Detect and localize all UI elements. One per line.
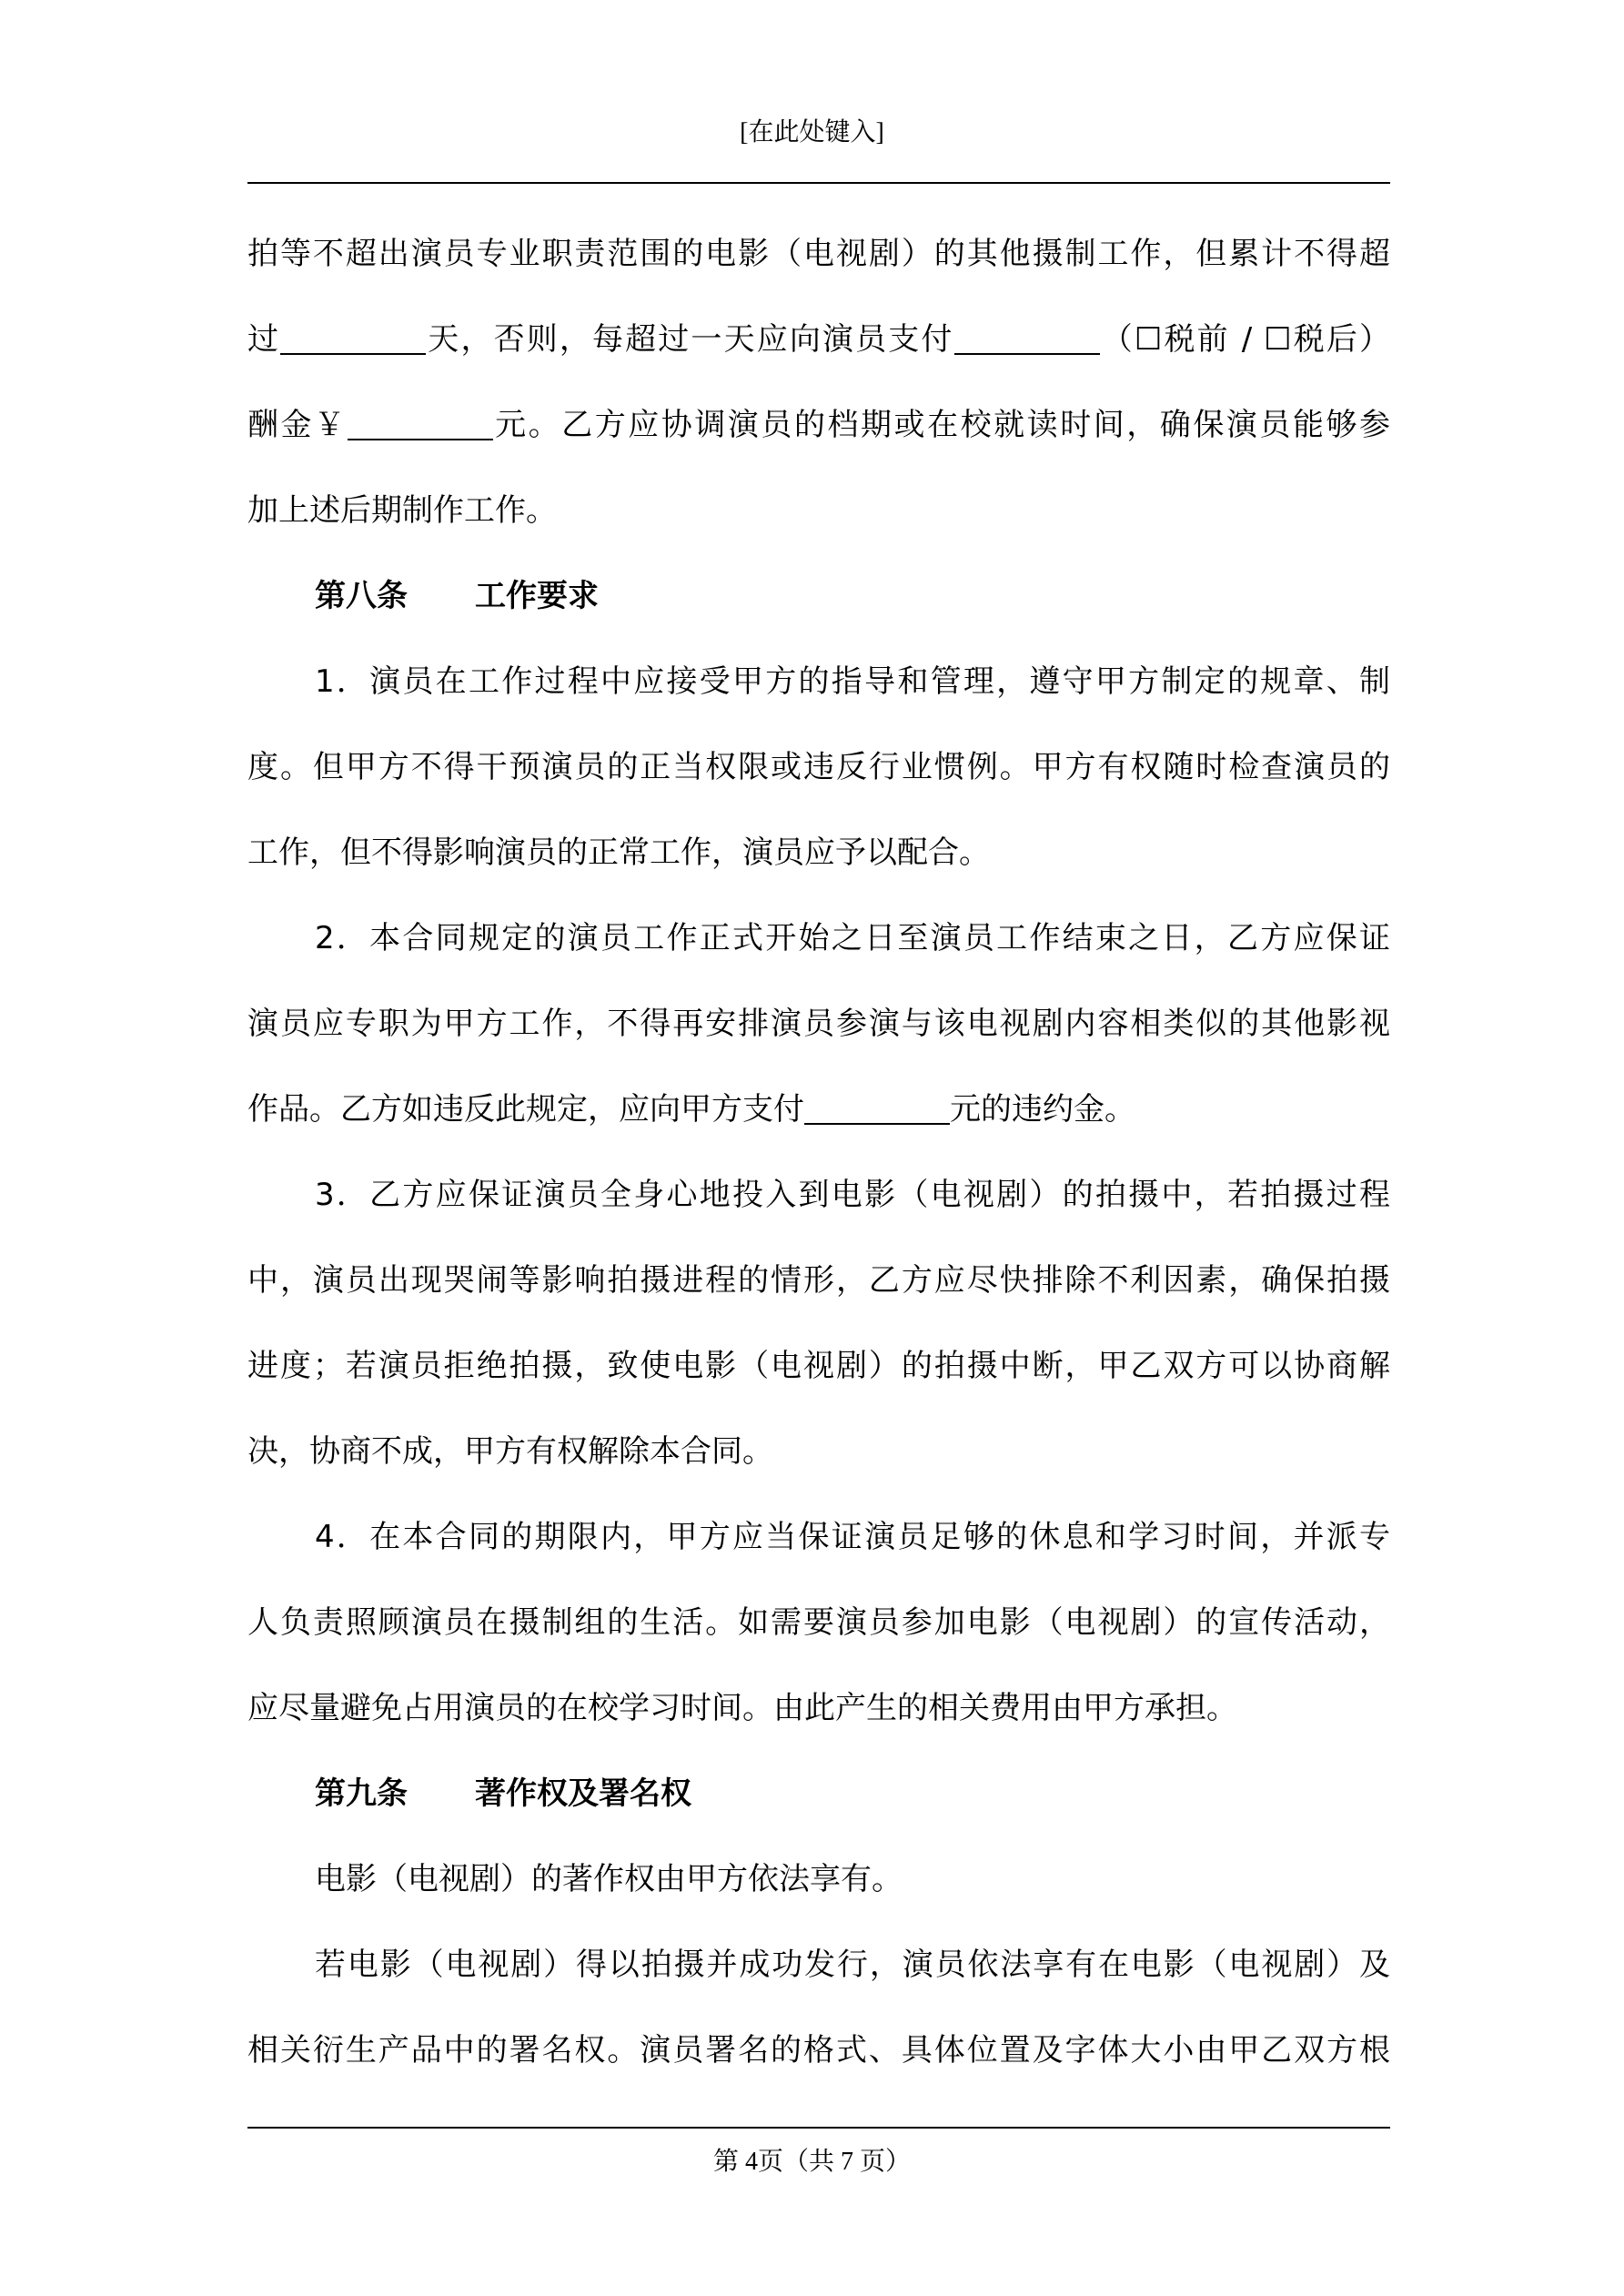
text-fragment: 天，否则，每超过一天应向演员支付 bbox=[426, 321, 954, 358]
page-footer: 第 4页（共 7 页） bbox=[712, 2148, 911, 2176]
page-header: [在此处键入] bbox=[740, 118, 884, 147]
text-line: 决，协商不成，甲方有权解除本合同。 bbox=[247, 1433, 773, 1470]
text-line: 4．在本合同的期限内，甲方应当保证演员足够的休息和学习时间，并派专 bbox=[315, 1519, 1390, 1555]
text-line: 2．本合同规定的演员工作正式开始之日至演员工作结束之日，乙方应保证 bbox=[315, 920, 1390, 956]
article-title: 著作权及署名权 bbox=[475, 1775, 691, 1812]
text-line: 进度；若演员拒绝拍摄，致使电影（电视剧）的拍摄中断，甲乙双方可以协商解 bbox=[247, 1348, 1390, 1384]
text-fragment: 元。乙方应协调演员的档期或在校就读时间，确保演员能够参 bbox=[492, 407, 1391, 443]
text-line: 相关衍生产品中的署名权。演员署名的格式、具体位置及字体大小由甲乙双方根 bbox=[247, 2032, 1390, 2068]
text-line: 拍等不超出演员专业职责范围的电影（电视剧）的其他摄制工作，但累计不得超 bbox=[247, 236, 1390, 272]
article-number: 第九条 bbox=[315, 1775, 408, 1812]
text-line bbox=[247, 1067, 1390, 1152]
text-fragment: （☐税前 / ☐税后） bbox=[1099, 321, 1391, 358]
text-line: 人负责照顾演员在摄制组的生活。如需要演员参加电影（电视剧）的宣传活动， bbox=[247, 1604, 1390, 1641]
fill-in-blank bbox=[280, 322, 426, 355]
text-fragment: 过 bbox=[247, 321, 281, 358]
text-line: 演员应专职为甲方工作，不得再安排演员参演与该电视剧内容相类似的其他影视 bbox=[247, 1006, 1390, 1042]
text-line: 中，演员出现哭闹等影响拍摄进程的情形，乙方应尽快排除不利因素，确保拍摄 bbox=[247, 1262, 1390, 1299]
text-fragment: 元的违约金。 bbox=[950, 1091, 1135, 1128]
text-line: 应尽量避免占用演员的在校学习时间。由此产生的相关费用由甲方承担。 bbox=[247, 1690, 1237, 1726]
text-line: 电影（电视剧）的著作权由甲方依法享有。 bbox=[315, 1861, 903, 1897]
section-heading-article-9 bbox=[247, 1751, 1390, 1836]
fill-in-blank bbox=[348, 408, 493, 440]
text-line: 度。但甲方不得干预演员的正当权限或违反行业惯例。甲方有权随时检查演员的 bbox=[247, 749, 1390, 785]
text-line: 3．乙方应保证演员全身心地投入到电影（电视剧）的拍摄中，若拍摄过程 bbox=[315, 1177, 1390, 1213]
fill-in-blank bbox=[804, 1092, 950, 1125]
text-fragment: 作品。乙方如违反此规定，应向甲方支付 bbox=[247, 1091, 804, 1128]
article-number: 第八条 bbox=[315, 578, 408, 614]
fill-in-blank bbox=[954, 322, 1100, 355]
text-fragment: 酬金￥ bbox=[247, 407, 348, 443]
text-line: 1．演员在工作过程中应接受甲方的指导和管理，遵守甲方制定的规章、制 bbox=[315, 663, 1390, 700]
article-title: 工作要求 bbox=[475, 578, 599, 614]
text-line bbox=[247, 382, 1390, 468]
text-line: 若电影（电视剧）得以拍摄并成功发行，演员依法享有在电影（电视剧）及 bbox=[315, 1947, 1390, 1983]
header-rule bbox=[247, 182, 1390, 184]
footer-rule bbox=[247, 2127, 1390, 2129]
section-heading-article-8 bbox=[247, 553, 1390, 639]
text-line bbox=[247, 297, 1390, 382]
document-body bbox=[247, 211, 1390, 2093]
text-line: 加上述后期制作工作。 bbox=[247, 492, 557, 529]
text-line: 工作，但不得影响演员的正常工作，演员应予以配合。 bbox=[247, 834, 990, 871]
